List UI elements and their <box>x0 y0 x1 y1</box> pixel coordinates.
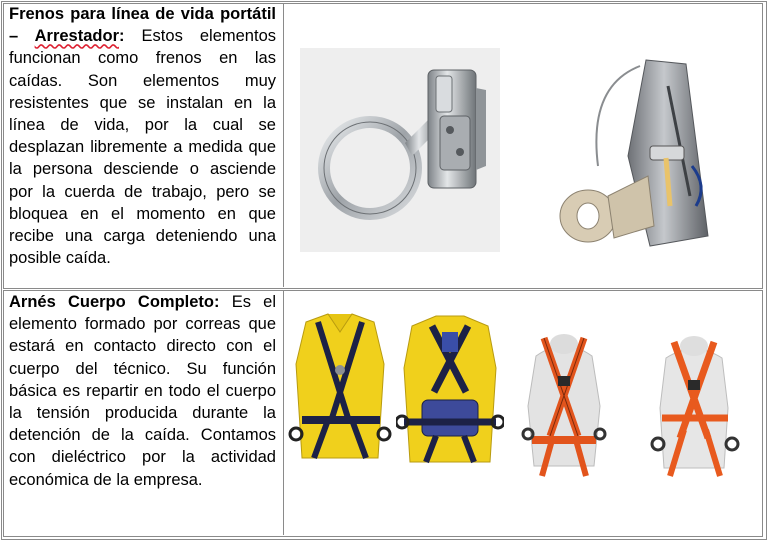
cell-divider-row1 <box>283 3 284 287</box>
harness-yellow-front-photo <box>288 308 392 480</box>
arrester-body: Estos elementos funcionan como frenos en las caídas. Son elementos muy resistentes que se instalan en la línea de vida, por la cual se desplazan libremente a medida que la persona desciende o asciende por la cuerda de trabajo, pero se bloquea en el momento en que recibe una carga deteniendo una posible caída. <box>9 27 276 268</box>
harness-orange-side-photo <box>640 318 746 486</box>
harness-title: Arnés Cuerpo Completo: <box>9 293 220 311</box>
harness-body: Es el elemento formado por correas que estará en contacto directo con el cuerpo del técnico. Su función básica es repartir en todo el cuerpo la tensión producida durante la detención de la caída. Contamos con dieléctrico por la actividad económica de la empresa. <box>9 293 276 489</box>
arrester-title-colon: : <box>119 27 125 46</box>
harness-orange-front-photo <box>514 316 614 486</box>
fall-arrester-steel-photo <box>300 48 500 252</box>
fall-arrester-gray-photo <box>558 46 718 258</box>
harness-description <box>9 291 276 491</box>
arrester-description <box>9 3 276 269</box>
cell-divider-row2 <box>283 290 284 535</box>
harness-yellow-back-photo <box>396 312 504 482</box>
arrester-title-part2: Arrestador <box>34 27 119 46</box>
arrester-title-part1: Frenos para línea de vida portátil – <box>9 5 276 46</box>
